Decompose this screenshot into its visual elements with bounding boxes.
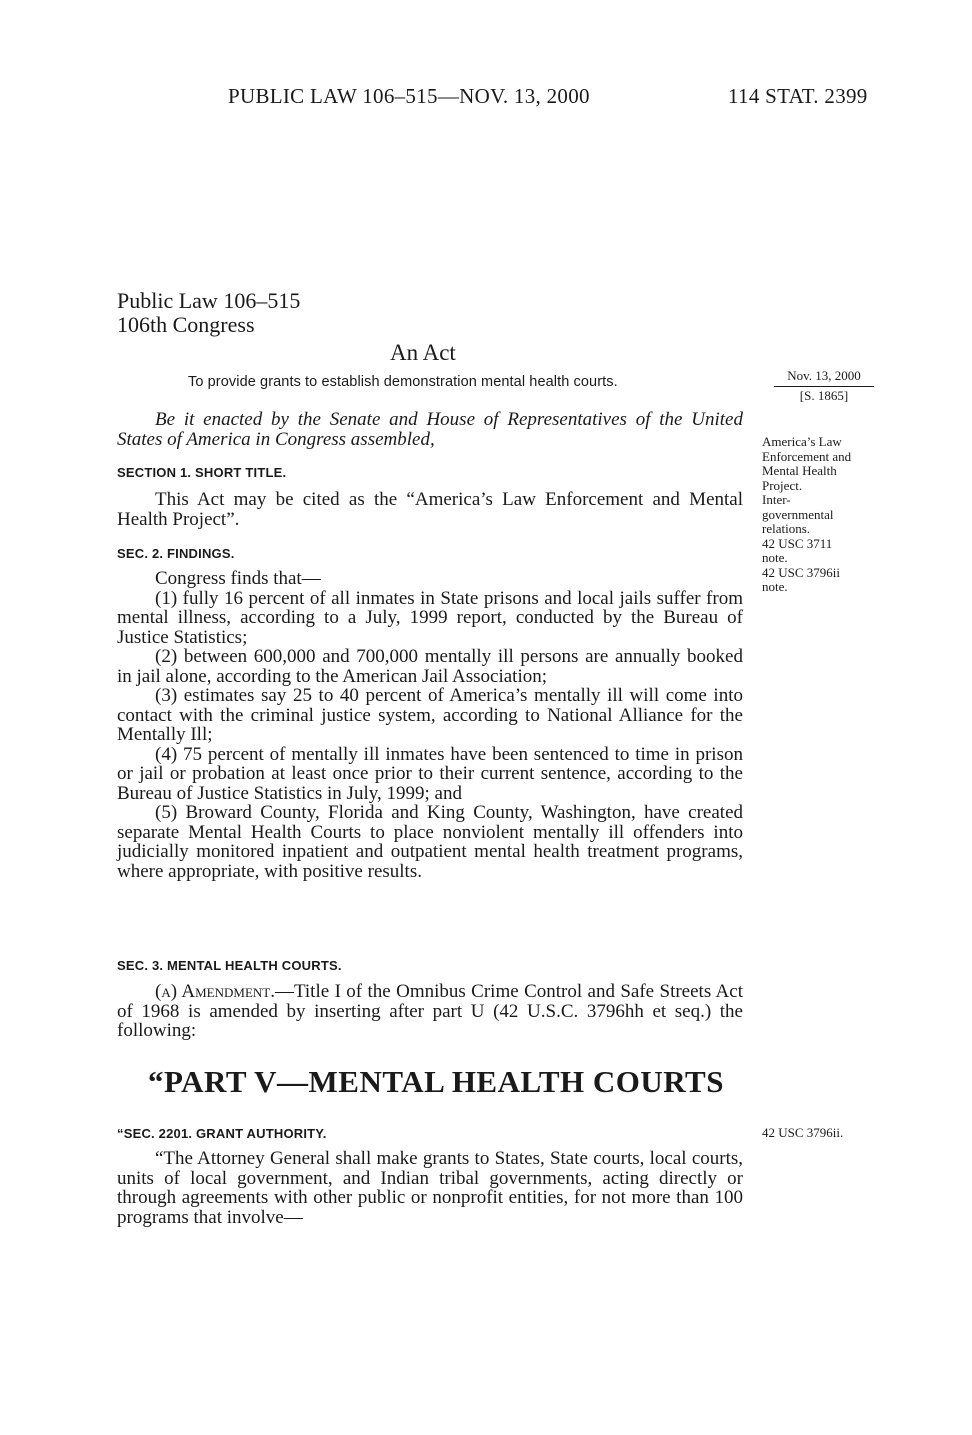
- act-purpose: To provide grants to establish demonstration mental health courts.: [188, 374, 618, 390]
- margin-notes: [762, 435, 851, 595]
- act-title: An Act: [390, 340, 456, 365]
- enacting-clause: Be it enacted by the Senate and House of Representatives of the United States of America in Congress assembled,: [117, 409, 743, 450]
- congress-label: 106th Congress: [117, 312, 255, 337]
- running-header-left: PUBLIC LAW 106–515—NOV. 13, 2000: [228, 84, 590, 108]
- subsection-label: (a) Amendment.: [155, 981, 275, 1002]
- margin-note: relations.: [762, 521, 811, 536]
- finding-item: (5) Broward County, Florida and King County, Washington, have created separate Mental Health Courts to place nonviolent mentally ill offenders into judicially monitored inpatient and outpatient mental health treatment programs, where appropriate, with positive results.: [117, 802, 743, 882]
- margin-note: Inter-: [762, 492, 791, 507]
- page-number-header: 114 STAT. 2399: [728, 84, 868, 108]
- findings-list: [117, 569, 743, 881]
- margin-note: Enforcement and: [762, 448, 852, 464]
- section-2-heading: SEC. 2. FINDINGS.: [117, 546, 235, 561]
- margin-note: America’s Law: [762, 434, 842, 449]
- subsection-text: —Title I of the Omnibus Crime Control and Safe Streets Act of 1968 is amended by inserting after part U (42 U.S.C. 3796hh et seq.) the following:: [117, 981, 743, 1041]
- part-heading: “PART V—MENTAL HEALTH COURTS: [148, 1064, 724, 1099]
- margin-note: note.: [762, 579, 788, 594]
- margin-note: Project.: [762, 477, 803, 493]
- sec-2201-text: “The Attorney General shall make grants to States, State courts, local courts, units of local government, and Indian tribal governments, acting directly or through agreements with other public or nonprofit entities, for not more than 100 programs that involve—: [117, 1148, 743, 1228]
- section-3-heading: SEC. 3. MENTAL HEALTH COURTS.: [117, 958, 342, 973]
- margin-rule: [774, 386, 874, 387]
- margin-note: note.: [762, 550, 788, 565]
- margin-bill-number: [S. 1865]: [799, 387, 849, 403]
- margin-note: 42 USC 3711: [762, 535, 833, 551]
- margin-date: Nov. 13, 2000: [787, 368, 861, 383]
- section-3-text: [117, 982, 743, 1041]
- finding-item: (2) between 600,000 and 700,000 mentally ill persons are annually booked in jail alone, according to the American Jail Association;: [117, 646, 743, 687]
- margin-note: 42 USC 3796ii: [762, 564, 841, 580]
- section-1-heading: SECTION 1. SHORT TITLE.: [117, 465, 287, 480]
- findings-intro: Congress finds that—: [155, 568, 321, 589]
- law-number: Public Law 106–515: [117, 288, 301, 313]
- section-1-text: This Act may be cited as the “America’s Law Enforcement and Mental Health Project”.: [117, 489, 743, 530]
- finding-item: (3) estimates say 25 to 40 percent of America’s mentally ill will come into contact with the criminal justice system, according to National Alliance for the Mentally Ill;: [117, 685, 743, 745]
- finding-item: (4) 75 percent of mentally ill inmates have been sentenced to time in prison or jail or probation at least once prior to their current sentence, according to the Bureau of Justice Statistics in July, 1999; and: [117, 743, 743, 804]
- sec-2201-heading: “SEC. 2201. GRANT AUTHORITY.: [117, 1126, 327, 1141]
- margin-note-2201: 42 USC 3796ii.: [762, 1125, 844, 1140]
- margin-date-block: [774, 369, 874, 403]
- margin-note: governmental: [762, 506, 834, 522]
- margin-note: Mental Health: [762, 463, 837, 478]
- finding-item: (1) fully 16 percent of all inmates in State prisons and local jails suffer from mental illness, according to a July, 1999 report, conducted by the Bureau of Justice Statistics;: [117, 587, 743, 648]
